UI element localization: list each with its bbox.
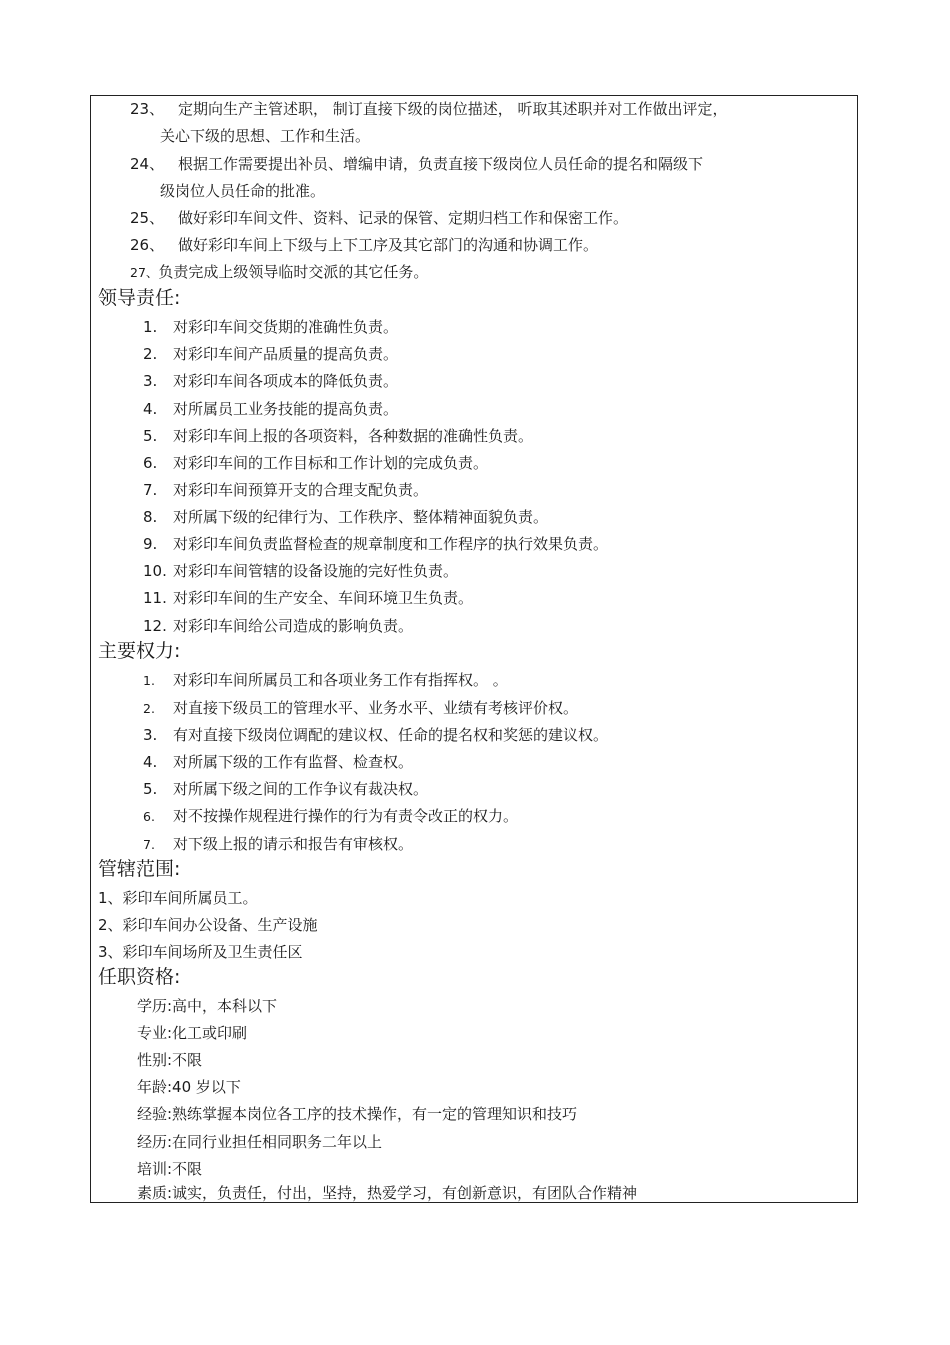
leadership-item: 6. 对彩印车间的工作目标和工作计划的完成负责。 bbox=[143, 454, 489, 472]
leadership-item: 5. 对彩印车间上报的各项资料，各种数据的准确性负责。 bbox=[143, 427, 534, 445]
qualification-item: 学历:高中，本科以下 bbox=[137, 997, 278, 1015]
leadership-item: 7. 对彩印车间预算开支的合理支配负责。 bbox=[143, 481, 429, 499]
duty-item-23 bbox=[130, 99, 728, 119]
leadership-item: 3. 对彩印车间各项成本的降低负责。 bbox=[143, 372, 399, 390]
leadership-item: 11. 对彩印车间的生产安全、车间环境卫生负责。 bbox=[143, 589, 474, 607]
authority-item: 5. 对所属下级之间的工作争议有裁决权。 bbox=[143, 780, 429, 798]
duty-number: 24、 bbox=[130, 155, 165, 173]
duty-number: 26、 bbox=[130, 236, 165, 254]
duty-item-24-continued: 级岗位人员任命的批准。 bbox=[160, 182, 326, 200]
qualification-item: 经验:熟练掌握本岗位各工序的技术操作，有一定的管理知识和技巧 bbox=[137, 1105, 578, 1123]
duty-item-26 bbox=[130, 235, 598, 255]
qualifications-heading: 任职资格: bbox=[98, 966, 181, 988]
leadership-item: 1. 对彩印车间交货期的准确性负责。 bbox=[143, 318, 399, 336]
qualification-item: 培训:不限 bbox=[137, 1160, 203, 1178]
scope-item: 2、彩印车间办公设备、生产设施 bbox=[98, 916, 318, 934]
authority-item: 1. 对彩印车间所属员工和各项业务工作有指挥权。 。 bbox=[143, 671, 508, 689]
duty-item-27 bbox=[130, 262, 428, 283]
qualification-item: 经历:在同行业担任相同职务二年以上 bbox=[137, 1133, 383, 1151]
qualification-item: 素质:诚实，负责任，付出，坚持，热爱学习，有创新意识，有团队合作精神 bbox=[137, 1184, 638, 1202]
authority-item: 3. 有对直接下级岗位调配的建议权、任命的提名权和奖惩的建议权。 bbox=[143, 726, 609, 744]
leadership-item: 10. 对彩印车间管辖的设备设施的完好性负责。 bbox=[143, 562, 459, 580]
duty-item-24 bbox=[130, 154, 703, 174]
scope-item: 1、彩印车间所属员工。 bbox=[98, 889, 258, 907]
duty-text: 做好彩印车间文件、资料、记录的保管、定期归档工作和保密工作。 bbox=[178, 209, 629, 227]
leadership-heading: 领导责任: bbox=[98, 287, 181, 309]
scope-item: 3、彩印车间场所及卫生责任区 bbox=[98, 943, 303, 961]
duty-number: 27、 bbox=[130, 265, 159, 280]
duty-item-25 bbox=[130, 208, 628, 228]
leadership-item: 4. 对所属员工业务技能的提高负责。 bbox=[143, 400, 399, 418]
leadership-item: 9. 对彩印车间负责监督检查的规章制度和工作程序的执行效果负责。 bbox=[143, 535, 609, 553]
authority-heading: 主要权力: bbox=[98, 640, 181, 662]
qualification-item: 专业:化工或印刷 bbox=[137, 1024, 248, 1042]
duty-text: 做好彩印车间上下级与上下工序及其它部门的沟通和协调工作。 bbox=[178, 236, 599, 254]
authority-item: 2. 对直接下级员工的管理水平、业务水平、业绩有考核评价权。 bbox=[143, 699, 579, 717]
duty-text: 定期向生产主管述职， 制订直接下级的岗位描述， 听取其述职并对工作做出评定， bbox=[178, 100, 728, 118]
authority-item: 7. 对下级上报的请示和报告有审核权。 bbox=[143, 835, 414, 853]
leadership-item: 8. 对所属下级的纪律行为、工作秩序、整体精神面貌负责。 bbox=[143, 508, 549, 526]
scope-heading: 管辖范围: bbox=[98, 858, 181, 880]
authority-item: 4. 对所属下级的工作有监督、检查权。 bbox=[143, 753, 414, 771]
qualification-item: 性别:不限 bbox=[137, 1051, 203, 1069]
duty-number: 23、 bbox=[130, 100, 165, 118]
duty-text: 负责完成上级领导临时交派的其它任务。 bbox=[158, 263, 429, 281]
leadership-item: 12. 对彩印车间给公司造成的影响负责。 bbox=[143, 617, 414, 635]
leadership-item: 2. 对彩印车间产品质量的提高负责。 bbox=[143, 345, 399, 363]
duty-item-23-continued: 关心下级的思想、工作和生活。 bbox=[160, 127, 371, 145]
qualification-item: 年龄:40 岁以下 bbox=[137, 1078, 241, 1096]
duty-text: 根据工作需要提出补员、增编申请，负责直接下级岗位人员任命的提名和隔级下 bbox=[178, 155, 704, 173]
authority-item: 6. 对不按操作规程进行操作的行为有责令改正的权力。 bbox=[143, 807, 519, 825]
duty-number: 25、 bbox=[130, 209, 165, 227]
